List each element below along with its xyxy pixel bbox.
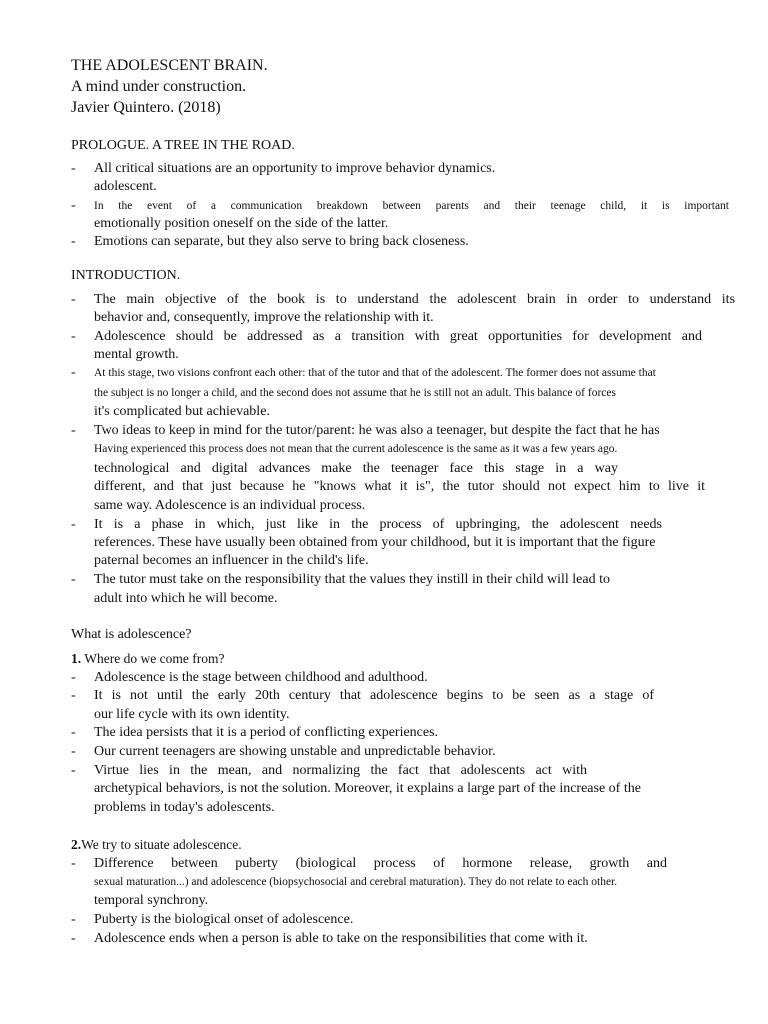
bullet-dash: - (71, 725, 76, 740)
list-item-line: references. These have usually been obtained from your childhood, but it is important that the figure (94, 535, 656, 550)
list-item-line: Two ideas to keep in mind for the tutor/parent: he was also a teenager, but despite the fact that he has (94, 423, 660, 438)
subsection-number: 1. (71, 651, 82, 666)
list-item-line (94, 762, 587, 780)
subsection-title: We try to situate adolescence. (81, 837, 242, 852)
list-item-line: our life cycle with its own identity. (94, 707, 290, 722)
bullet-dash: - (71, 329, 76, 344)
list-item-line: adolescent. (94, 179, 157, 194)
list-item-line (94, 291, 735, 309)
list-item-line (94, 460, 618, 478)
bullet-dash: - (71, 423, 76, 438)
justified-text: Difference between puberty (biological process of hormone release, growth and (94, 856, 667, 871)
list-item-line: The idea persists that it is a period of conflicting experiences. (94, 725, 439, 740)
subsection-number: 2. (71, 837, 82, 852)
subsection-heading (71, 836, 242, 854)
justified-text: technological and digital advances make the teenager face this stage in a way (94, 461, 618, 476)
list-item-line: Adolescence ends when a person is able to take on the responsibilities that come with it. (94, 931, 588, 946)
justified-text: It is not until the early 20th century that adolescence begins to be seen as a stage of (94, 688, 654, 703)
bullet-dash: - (71, 234, 76, 249)
bullet-dash: - (71, 670, 76, 685)
list-item-line (94, 478, 705, 496)
bullet-dash: - (71, 365, 76, 380)
document-subtitle: A mind under construction. (71, 78, 247, 95)
list-item-line (94, 197, 729, 215)
list-item-line: archetypical behaviors, is not the solution. Moreover, it explains a large part of the increase of the (94, 781, 641, 796)
justified-text: It is a phase in which, just like in the process of upbringing, the adolescent needs (94, 517, 662, 532)
list-item-line: Puberty is the biological onset of adolescence. (94, 912, 354, 927)
justified-text: different, and that just because he "knows what it is", the tutor should not expect him to live it (94, 479, 705, 494)
introduction-heading: INTRODUCTION. (71, 268, 181, 283)
bullet-dash: - (71, 517, 76, 532)
bullet-dash: - (71, 744, 76, 759)
bullet-dash: - (71, 912, 76, 927)
subsection-title: Where do we come from? (81, 651, 225, 666)
list-item-line: Adolescence is the stage between childhood and adulthood. (94, 670, 428, 685)
document-title: THE ADOLESCENT BRAIN. (71, 57, 268, 74)
list-item-line: paternal becomes an influencer in the child's life. (94, 553, 369, 568)
list-item-line: behavior and, consequently, improve the relationship with it. (94, 310, 434, 325)
list-item-line: same way. Adolescence is an individual process. (94, 498, 366, 513)
list-item-line (94, 328, 702, 346)
prologue-heading: PROLOGUE. A TREE IN THE ROAD. (71, 138, 295, 153)
bullet-dash: - (71, 931, 76, 946)
document-author: Javier Quintero. (2018) (71, 99, 221, 116)
list-item-line: the subject is no longer a child, and the second does not assume that he is still not an adult. This balance of forces (94, 387, 616, 399)
list-item-line: it's complicated but achievable. (94, 404, 270, 419)
subsection-heading (71, 650, 224, 668)
justified-text: The main objective of the book is to understand the adolescent brain in order to understand its (94, 292, 735, 307)
bullet-dash: - (71, 572, 76, 587)
bullet-dash: - (71, 198, 76, 213)
list-item-line: The tutor must take on the responsibility that the values they instill in their child will lead to (94, 572, 610, 587)
list-item-line: temporal synchrony. (94, 893, 209, 908)
list-item-line: Our current teenagers are showing unstable and unpredictable behavior. (94, 744, 496, 759)
justified-text: In the event of a communication breakdown between parents and their teenage child, it is important (94, 200, 729, 212)
list-item-line: Having experienced this process does not mean that the current adolescence is the same as it was a few years ago. (94, 443, 618, 455)
bullet-dash: - (71, 856, 76, 871)
justified-text: Adolescence should be addressed as a transition with great opportunities for development and (94, 329, 702, 344)
bullet-dash: - (71, 161, 76, 176)
bullet-dash: - (71, 763, 76, 778)
list-item-line: At this stage, two visions confront each other: that of the tutor and that of the adolescent. The former does not assume that (94, 367, 656, 379)
list-item-line: problems in today's adolescents. (94, 800, 275, 815)
list-item-line: mental growth. (94, 347, 179, 362)
bullet-dash: - (71, 292, 76, 307)
list-item-line: adult into which he will become. (94, 591, 278, 606)
list-item-line (94, 516, 662, 534)
list-item-line: emotionally position oneself on the side of the latter. (94, 216, 389, 231)
justified-text: Virtue lies in the mean, and normalizing the fact that adolescents act with (94, 763, 587, 778)
list-item-line (94, 855, 667, 873)
list-item-line (94, 687, 654, 705)
list-item-line: All critical situations are an opportunity to improve behavior dynamics. (94, 161, 496, 176)
section-heading: What is adolescence? (71, 627, 192, 642)
list-item-line: sexual maturation...) and adolescence (biopsychosocial and cerebral maturation). They do not relate to each other. (94, 876, 618, 888)
list-item-line: Emotions can separate, but they also serve to bring back closeness. (94, 234, 469, 249)
bullet-dash: - (71, 688, 76, 703)
